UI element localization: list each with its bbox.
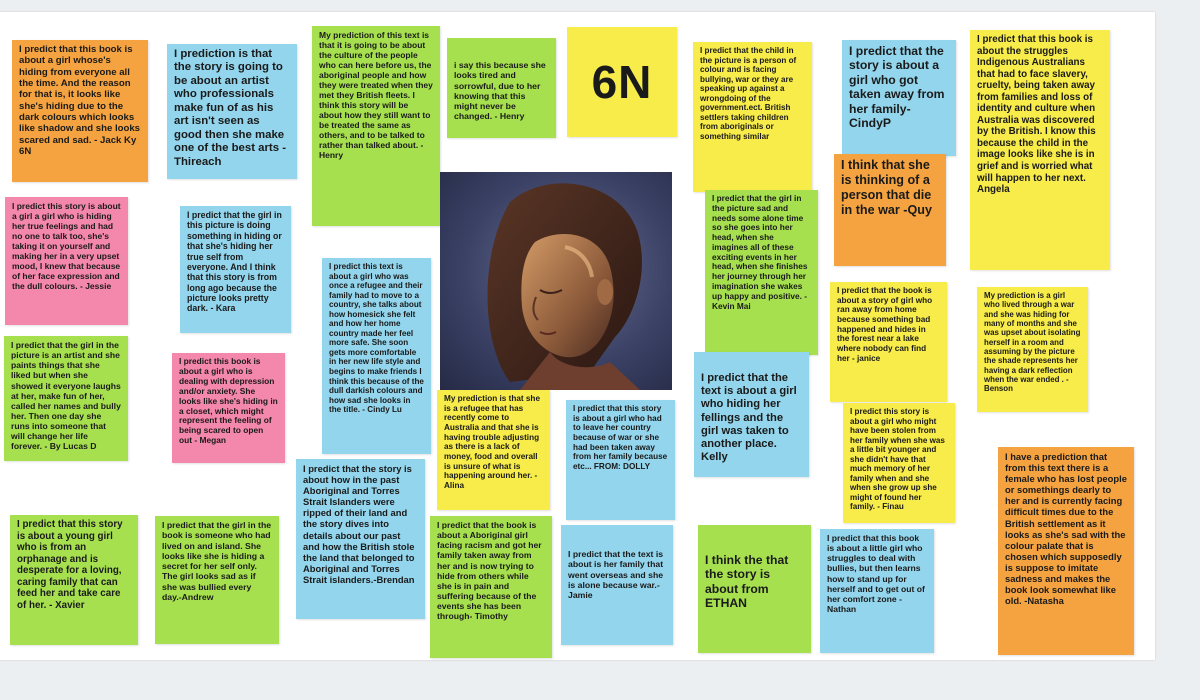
sticky-note-alina[interactable]: My prediction is that she is a refugee that has recently come to Australia and that she is having trouble adjusting as there is a lack of money, food and overall is unsure of what is happening around her. - Alina	[437, 390, 550, 510]
sticky-note-andrew[interactable]: I predict that the girl in the book is someone who had lived on and island. She looks like she is hiding a secret for her self only. The girl looks sad as if she was bullied every day.-Andrew	[155, 516, 279, 644]
padlet-board[interactable]	[0, 12, 1155, 660]
sticky-note-henry-tired[interactable]: i say this because she looks tired and sorrowful, due to her knowing that this might never be changed. - Henry	[447, 38, 556, 138]
sticky-note-nathan[interactable]: I predict that this book is about a little girl who struggles to deal with bullies, but then learns how to stand up for herself and to get out of her comfort zone -Nathan	[820, 529, 934, 653]
sticky-note-dolly[interactable]: I predict that this story is about a girl who had to leave her country because of war or she had been taken away from her family because etc... FROM: DOLLY	[566, 400, 675, 520]
sticky-note-kevin[interactable]: I predict that the girl in the picture sad and needs some alone time so she goes into her head, when she imagines all of these exciting events in her head, when she finishes her journey through her imagination she wakes up happy and positive. -Kevin Mai	[705, 190, 818, 355]
girl-portrait-painting	[440, 172, 672, 390]
sticky-note-henry-culture[interactable]: My prediction of this text is that it is going to be about the culture of the people who can here before us, the aboriginal people and how they were treated when they met they British fleets. I think this story will be about how they still want to be treated the same as others, and to be talked to rather than talked about. - Henry	[312, 26, 440, 226]
sticky-note-natasha[interactable]: I have a prediction that from this text there is a female who has lost people or somethings dearly to her and is currently facing difficult times due to the British settlement as it looks as she's sad with the colour palate that is chosen which supposedly is suppose to imitate sadness and makes the book look somewhat like old. -Natasha	[998, 447, 1134, 655]
sticky-note-quy[interactable]: I think that she is thinking of a person that die in the war -Quy	[834, 154, 946, 266]
sticky-note-jack[interactable]: I predict that this book is about a girl whose's hiding from everyone all the time. And the reason for that is, it looks like she's hiding due to the dark colours which looks like shadow and she looks scared and sad. - Jack Ky 6N	[12, 40, 148, 182]
sticky-note-finau[interactable]: I predict this story is about a girl who might have been stolen from her family when she was a little bit younger and she didn't have that much memory of her family when and she when she grow up she might of found her family. - Finau	[843, 403, 955, 523]
sticky-note-child-colour[interactable]: I predict that the child in the picture is a person of colour and is facing bullying, war or they are speaking up against a wrongdoing of the government.ect. British settlers taking children from aboriginals or something similar	[693, 42, 812, 192]
sticky-note-jessie[interactable]: I predict this story is about a girl a girl who is hiding her true feelings and had no one to talk too, she's taking it on yourself and making her in a very upset mood, I knew that because of her face expression and the dull colours. - Jessie	[5, 197, 128, 325]
sticky-note-xavier[interactable]: I predict that this story is about a young girl who is from an orphanage and is desperate for a loving, caring family that can feed her and take care of her. - Xavier	[10, 515, 138, 645]
sticky-note-brendan[interactable]: I predict that the story is about how in the past Aboriginal and Torres Strait Islanders were ripped of their land and the story dives into details about our past and how the British stole the land that belonged to Aboriginal and Torres Strait islanders.-Brendan	[296, 459, 425, 619]
sticky-note-megan[interactable]: I predict this book is about a girl who is dealing with depression and/or anxiety. She looks like she's hiding in a closet, which might represent the feeling of being scared to open out - Megan	[172, 353, 285, 463]
sticky-note-kelly[interactable]: I predict that the text is about a girl who hiding her fellings and the girl was taken to another place. Kelly	[694, 352, 809, 477]
sticky-note-lucas[interactable]: I predict that the girl in the picture is an artist and she paints things that she liked but when she showed it everyone laughs at her, make fun of her, called her names and bully her. Then one day she runs into someone that will change her life forever. - By Lucas D	[4, 336, 128, 461]
sticky-note-ethan[interactable]: I think the that the story is about from ETHAN	[698, 525, 811, 653]
sticky-note-thireach[interactable]: I prediction is that the story is going to be about an artist who professionals make fun of as his art isn't seen as good then she make one of the best arts - Thireach	[167, 44, 297, 179]
sticky-note-kara[interactable]: I predict that the girl in this picture is doing something in hiding or that she's hiding her true self from everyone. And I think that this story is from long ago because the picture looks pretty dark. - Kara	[180, 206, 291, 333]
sticky-note-timothy[interactable]: I predict that the book is about a Aboriginal girl facing racism and got her family taken away from her and is now trying to hide from others while she is in pain and suffering because of the events she has been through- Timothy	[430, 516, 552, 658]
sticky-note-janice[interactable]: I predict that the book is about a story of girl who ran away from home because something bad happened and hides in the forest near a lake where nobody can find her - janice	[830, 282, 947, 402]
sticky-note-cindyp[interactable]: I predict that the story is about a girl who got taken away from her family- CindyP	[842, 40, 956, 156]
sticky-note-angela[interactable]: I predict that this book is about the struggles Indigenous Australians that had to face slavery, cruelty, being taken away from families and loss of identity and culture when Australia was discovered by the British. I know this because the child in the image looks like she is in grief and is worried what will happen to her next. Angela	[970, 30, 1110, 270]
sticky-note-cindylu[interactable]: I predict this text is about a girl who was once a refugee and their family had to move to a country, she talks about how homesick she felt and how her home country made her feel more safe. She soon gets more comfortable in her new life style and begins to make friends I think this because of the dull darkish colours and how sad she looks in the title. - Cindy Lu	[322, 258, 431, 454]
board-title-note[interactable]: 6N	[567, 27, 677, 137]
sticky-note-jamie[interactable]: I predict that the text is about is her family that went overseas and she is alone because war.-Jamie	[561, 525, 673, 645]
center-image	[440, 172, 672, 390]
sticky-note-benson[interactable]: My prediction is a girl who lived through a war and she was hiding for many of months and she was upset about isolating herself in a room and assuming by the picture the shade represents her having a dark reflection when the war ended . - Benson	[977, 287, 1088, 412]
top-bar	[0, 0, 1200, 12]
